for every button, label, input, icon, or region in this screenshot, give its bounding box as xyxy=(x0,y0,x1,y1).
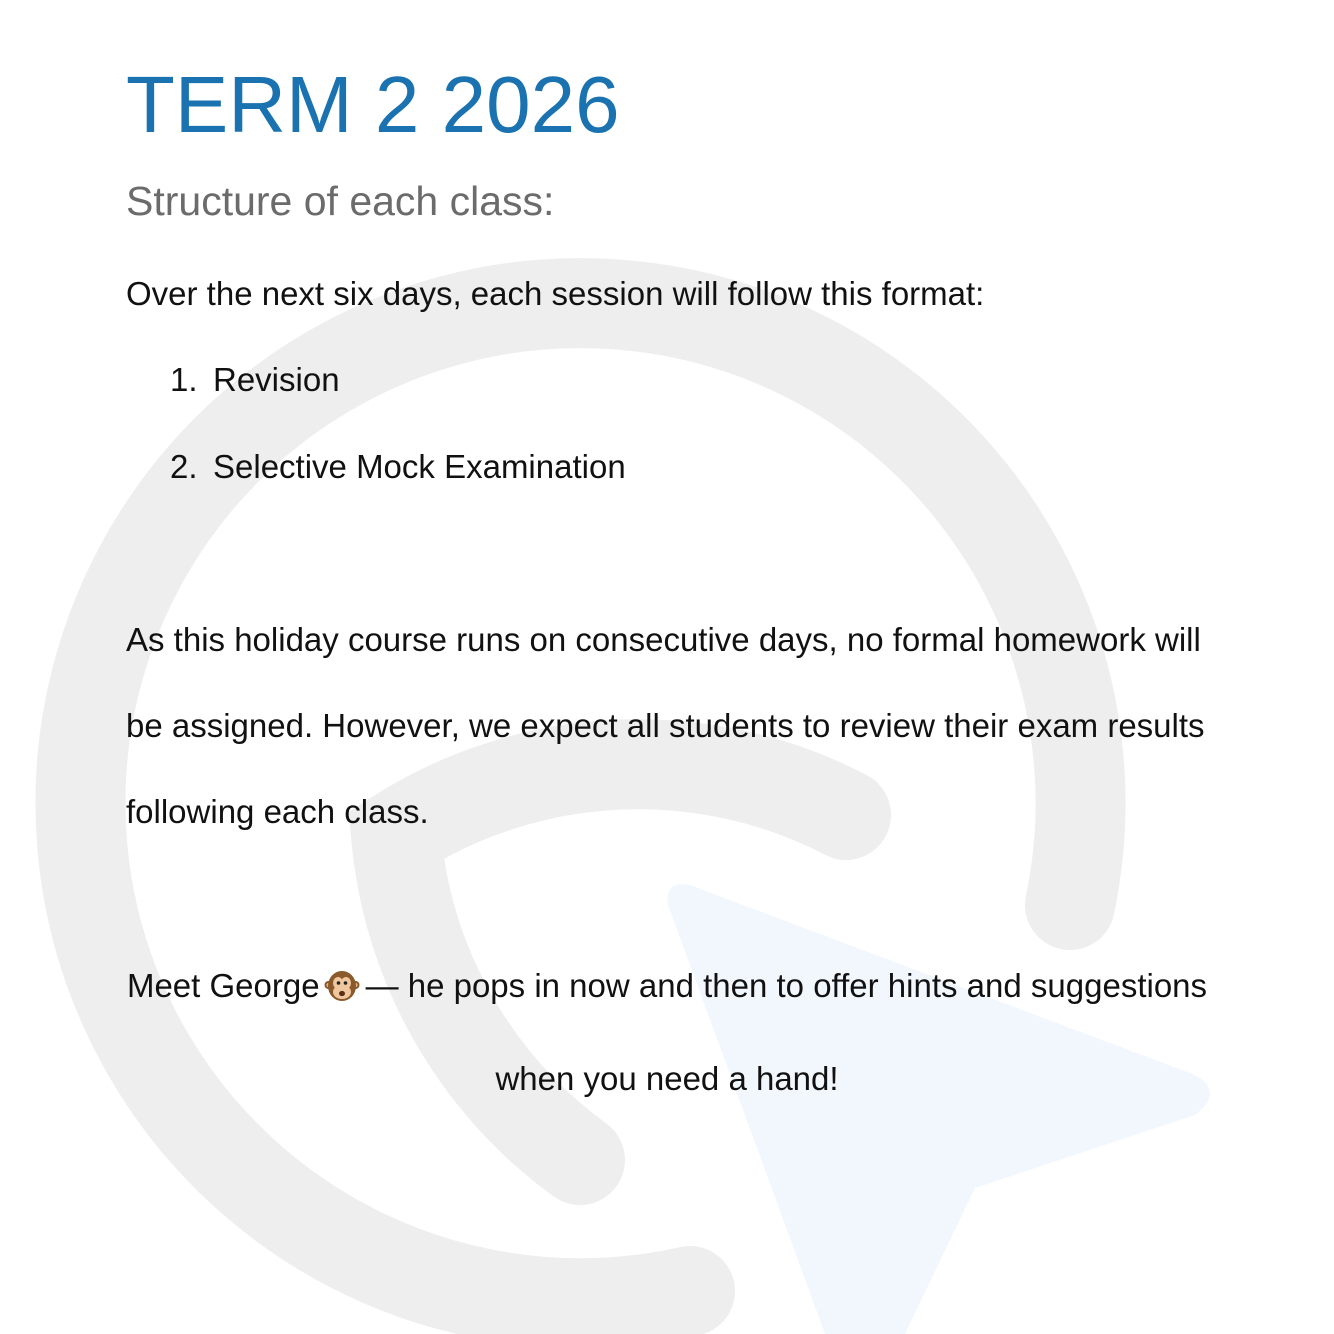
page-title: TERM 2 2026 xyxy=(126,60,620,149)
homework-note: As this holiday course runs on consecutive days, no formal homework will be assigned. However, we expect all students to review their exam results following each class. xyxy=(126,621,1205,830)
list-item-label: Selective Mock Examination xyxy=(213,448,626,485)
list-item-number: 1. xyxy=(170,361,198,398)
monkey-face-icon xyxy=(324,948,360,1035)
page-subtitle: Structure of each class: xyxy=(126,178,555,224)
intro-text: Over the next six days, each session will follow this format: xyxy=(126,275,985,312)
george-note xyxy=(126,942,1208,1122)
list-item-label: Revision xyxy=(213,361,340,398)
george-note-after: — he pops in now and then to offer hints and suggestions when you need a hand! xyxy=(365,967,1208,1097)
george-note-before: Meet George xyxy=(126,967,320,1004)
list-item-number: 2. xyxy=(170,448,198,485)
